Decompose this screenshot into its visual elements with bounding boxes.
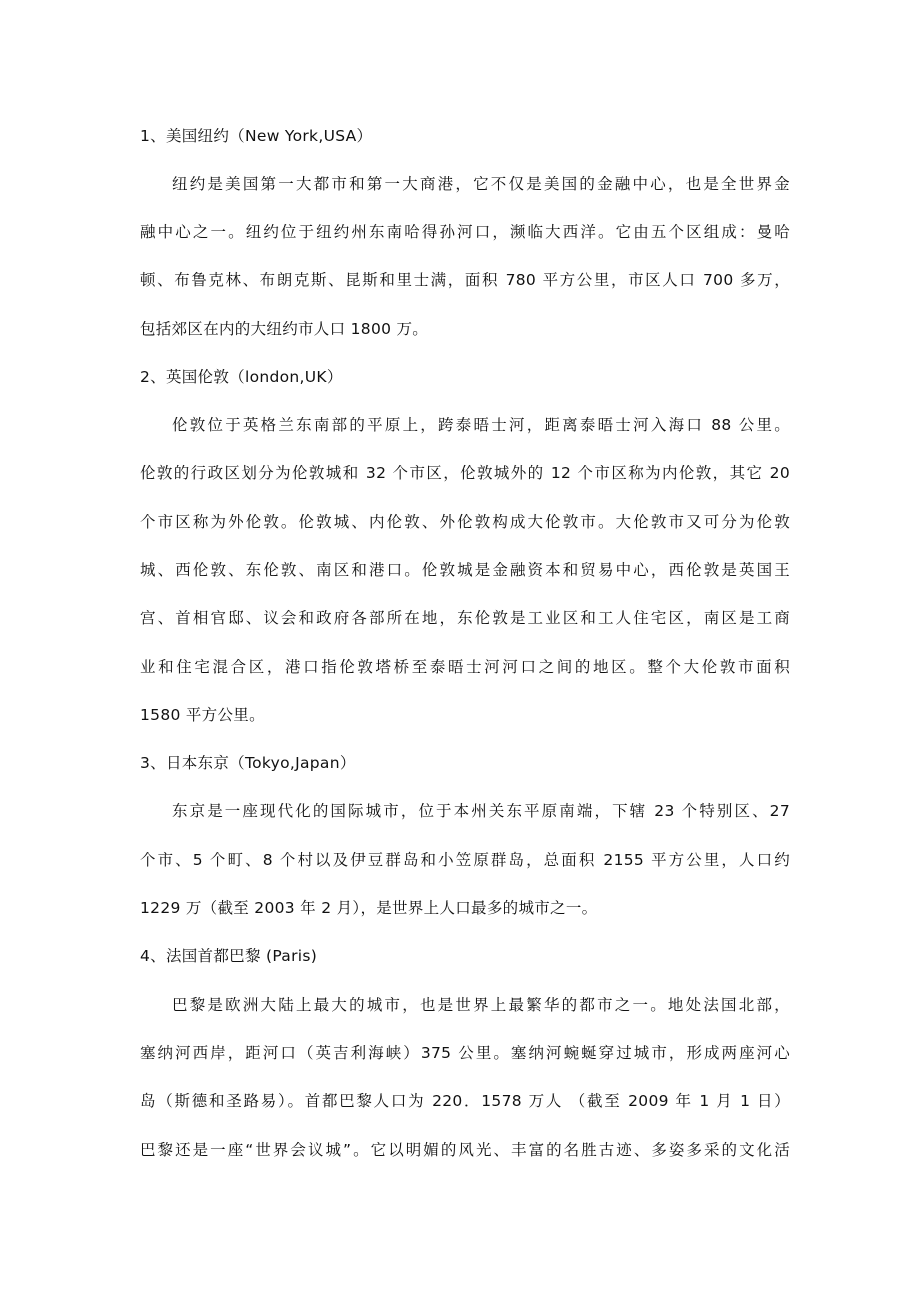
- paragraph-line: 巴黎是欧洲大陆上最大的城市，也是世界上最繁华的都市之一。地处法国北部，: [172, 996, 790, 1014]
- paragraph-line: 塞纳河西岸，距河口（英吉利海峡）375 公里。塞纳河蜿蜒穿过城市，形成两座河心: [140, 1044, 790, 1062]
- section-heading-new-york: 1、美国纽约（New York,USA）: [140, 127, 373, 145]
- paragraph-line: 个市区称为外伦敦。伦敦城、内伦敦、外伦敦构成大伦敦市。大伦敦市又可分为伦敦: [140, 513, 790, 531]
- section-heading-tokyo: 3、日本东京（Tokyo,Japan）: [140, 754, 356, 772]
- paragraph-line: 城、西伦敦、东伦敦、南区和港口。伦敦城是金融资本和贸易中心，西伦敦是英国王: [140, 561, 790, 579]
- paragraph-line: 业和住宅混合区，港口指伦敦塔桥至泰晤士河河口之间的地区。整个大伦敦市面积: [140, 658, 790, 676]
- paragraph-line: 东京是一座现代化的国际城市，位于本州关东平原南端，下辖 23 个特别区、27: [172, 802, 790, 820]
- paragraph-line: 包括郊区在内的大纽约市人口 1800 万。: [140, 320, 429, 338]
- paragraph-line: 纽约是美国第一大都市和第一大商港，它不仅是美国的金融中心，也是全世界金: [172, 175, 790, 193]
- paragraph-line: 1580 平方公里。: [140, 706, 265, 724]
- paragraph-line: 1229 万（截至 2003 年 2 月），是世界上人口最多的城市之一。: [140, 899, 598, 917]
- paragraph-line: 宫、首相官邸、议会和政府各部所在地，东伦敦是工业区和工人住宅区，南区是工商: [140, 609, 790, 627]
- paragraph-line: 伦敦的行政区划分为伦敦城和 32 个市区，伦敦城外的 12 个市区称为内伦敦，其它 20: [140, 464, 790, 482]
- paragraph-line: 岛（斯德和圣路易）。首都巴黎人口为 220．1578 万人 （截至 2009 年 1 月 1 日）: [140, 1092, 790, 1110]
- paragraph-line: 个市、5 个町、8 个村以及伊豆群岛和小笠原群岛，总面积 2155 平方公里，人口约: [140, 851, 790, 869]
- section-heading-london: 2、英国伦敦（london,UK）: [140, 368, 343, 386]
- paragraph-line: 伦敦位于英格兰东南部的平原上，跨泰晤士河，距离泰晤士河入海口 88 公里。: [172, 416, 790, 434]
- paragraph-line: 融中心之一。纽约位于纽约州东南哈得孙河口，濒临大西洋。它由五个区组成：曼哈: [140, 223, 790, 241]
- paragraph-line: 巴黎还是一座“世界会议城”。它以明媚的风光、丰富的名胜古迹、多姿多采的文化活: [140, 1141, 790, 1159]
- paragraph-line: 顿、布鲁克林、布朗克斯、昆斯和里士满，面积 780 平方公里，市区人口 700 多万，: [140, 271, 790, 289]
- section-heading-paris: 4、法国首都巴黎 (Paris): [140, 947, 318, 965]
